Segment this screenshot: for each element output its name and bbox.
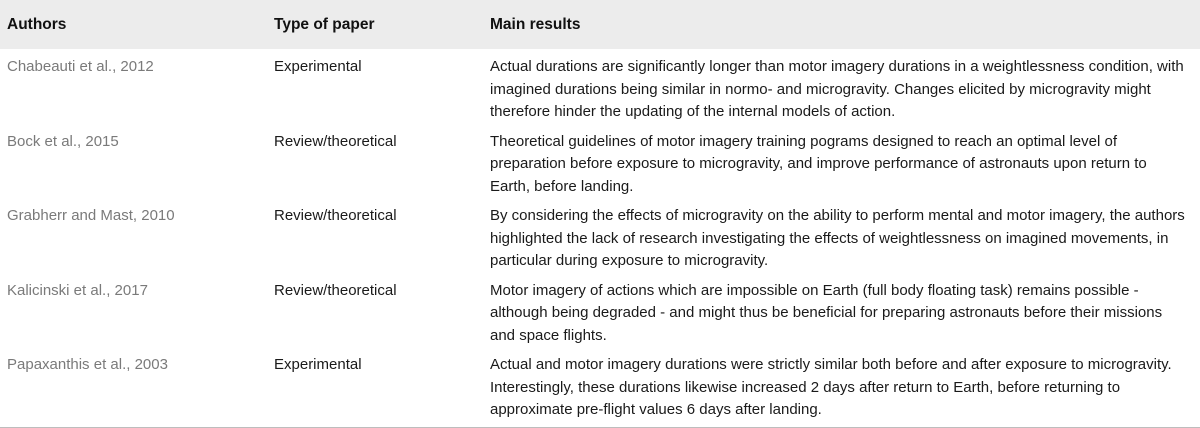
cell-type: Review/theoretical	[274, 132, 397, 150]
cell-results: Actual durations are significantly longer than motor imagery durations in a weightlessness condition, with imagined durations being similar in normo- and microgravity. Changes elicited by microgravity might therefore hinder the updating of the internal models of action.	[490, 58, 1184, 120]
cell-authors: Chabeauti et al., 2012	[7, 58, 154, 75]
cell-type: Review/theoretical	[274, 207, 397, 224]
cell-type: Experimental	[274, 356, 362, 373]
cell-authors: Bock et al., 2015	[7, 132, 119, 150]
table-row	[0, 124, 1200, 199]
cell-authors: Grabherr and Mast, 2010	[7, 207, 175, 224]
cell-type: Review/theoretical	[274, 281, 397, 299]
cell-type: Experimental	[274, 58, 362, 75]
cell-results: Actual and motor imagery durations were strictly similar both before and after exposure to microgravity. Interestingly, these durations likewise increased 2 days after return to Earth, before returning to approximate pre-flight values 6 days after landing.	[490, 356, 1172, 418]
cell-authors: Kalicinski et al., 2017	[7, 281, 148, 299]
table-row	[0, 273, 1200, 348]
header-authors: Authors	[7, 15, 67, 33]
cell-authors: Papaxanthis et al., 2003	[7, 356, 168, 373]
cell-results: By considering the effects of microgravity on the ability to perform mental and motor imagery, the authors highlighted the lack of research investigating the effects of weightlessness on imagined movements, in particular during exposure to microgravity.	[490, 207, 1185, 269]
table-body	[0, 49, 1200, 427]
header-type-of-paper: Type of paper	[274, 15, 375, 33]
table-row	[0, 347, 1200, 427]
table-header	[0, 0, 1200, 49]
header-row	[0, 0, 1200, 49]
cell-results: Theoretical guidelines of motor imagery training pograms designed to reach an optimal level of preparation before exposure to microgravity, and improve performance of astronauts upon return to Earth, before landing.	[490, 132, 1147, 195]
cell-results: Motor imagery of actions which are impossible on Earth (full body floating task) remains possible - although being degraded - and might thus be beneficial for preparing astronauts before their missions and space flights.	[490, 281, 1163, 344]
header-main-results: Main results	[490, 15, 581, 33]
table-row	[0, 49, 1200, 124]
table-row	[0, 198, 1200, 273]
